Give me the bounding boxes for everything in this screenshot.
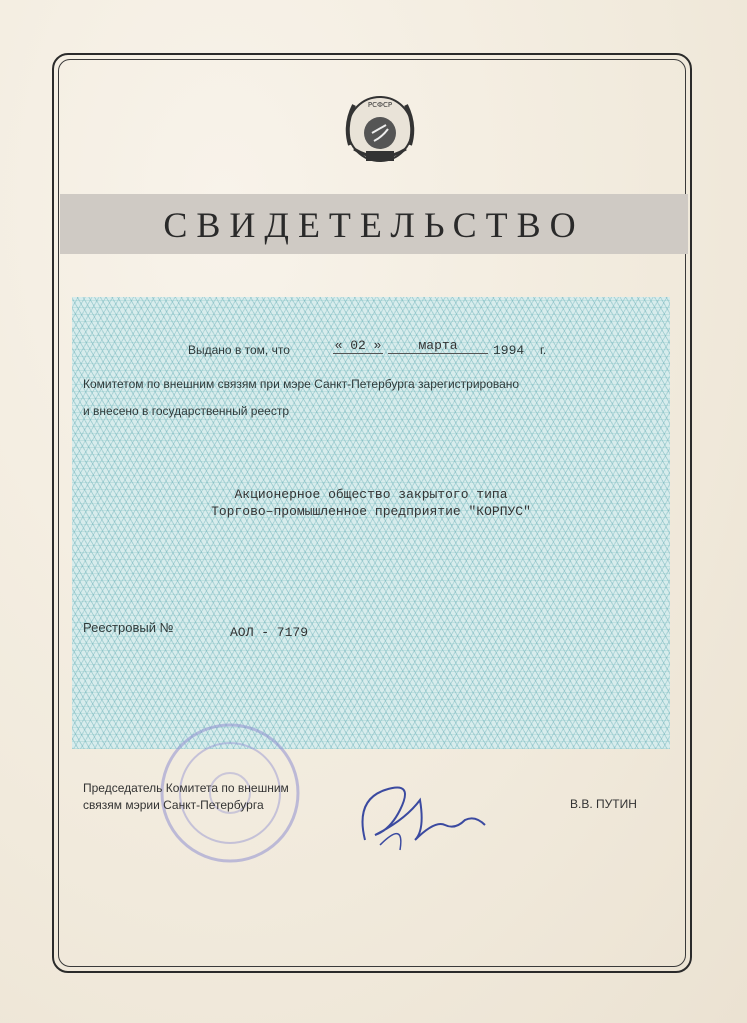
issued-month: марта bbox=[388, 338, 488, 354]
issued-year-suffix: г. bbox=[540, 343, 547, 357]
registry-label: Реестровый № bbox=[83, 620, 174, 635]
chairman-line-1: Председатель Комитета по внешним bbox=[83, 781, 289, 795]
registry-number: АОЛ - 7179 bbox=[230, 625, 309, 640]
issued-day-value: 02 bbox=[350, 338, 366, 353]
signatory-name: В.В. ПУТИН bbox=[570, 797, 637, 811]
issued-day: « 02 » bbox=[334, 338, 382, 353]
emblem-text: РСФСР bbox=[367, 101, 393, 109]
security-pattern bbox=[72, 297, 670, 749]
org-type: Акционерное общество закрытого типа bbox=[234, 487, 508, 502]
org-name: Торгово–промышленное предприятие "КОРПУС" bbox=[211, 504, 531, 519]
committee-line: Комитетом по внешним связям при мэре Санкт-Петербурга зарегистрировано bbox=[83, 377, 520, 391]
document-title: СВИДЕТЕЛЬСТВО bbox=[163, 205, 585, 245]
chairman-line-2: связям мэрии Санкт-Петербурга bbox=[83, 798, 264, 812]
signature-icon bbox=[345, 780, 495, 860]
registry-line: и внесено в государственный реестр bbox=[83, 404, 289, 418]
issued-prefix: Выдано в том, что bbox=[188, 343, 290, 357]
rsfsr-emblem-icon bbox=[336, 85, 424, 173]
chairman-title bbox=[83, 780, 289, 814]
issued-year: 1994 bbox=[493, 343, 525, 358]
